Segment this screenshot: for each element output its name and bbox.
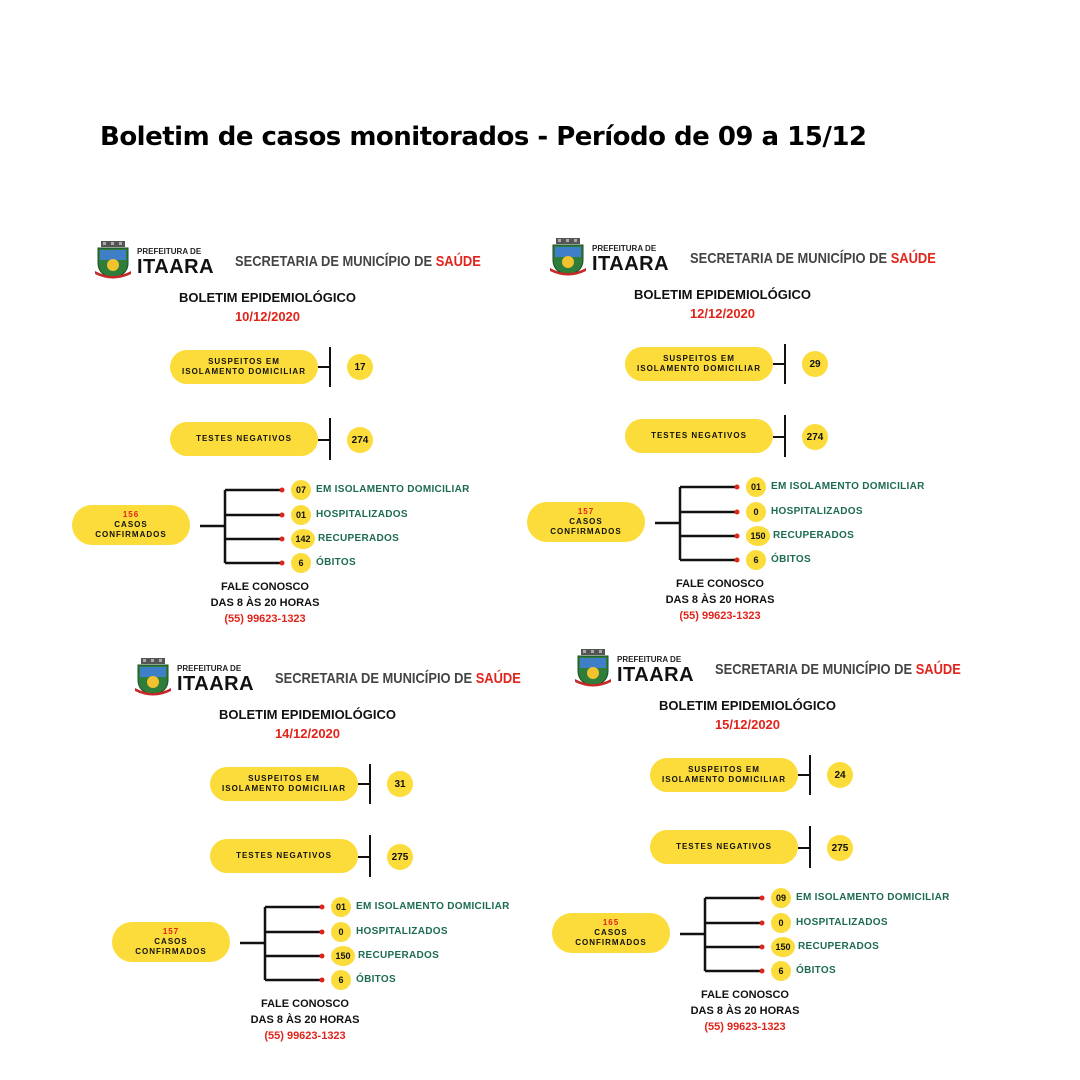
boletim-title: BOLETIM EPIDEMIOLÓGICO: [634, 287, 811, 302]
prefeitura-name: ITAARA: [592, 253, 670, 275]
casos-confirmados-pill: [527, 502, 645, 542]
contact-heading: FALE CONOSCO: [675, 578, 764, 590]
isolamento-label: EM ISOLAMENTO DOMICILIAR: [796, 892, 950, 903]
obitos-count: 6: [771, 961, 791, 981]
prefeitura-label: PREFEITURA DE: [137, 247, 202, 256]
prefeitura-label: PREFEITURA DE: [177, 664, 242, 673]
boletim-title: BOLETIM EPIDEMIOLÓGICO: [219, 707, 396, 722]
hospitalizados-count: 0: [331, 922, 351, 942]
confirmados-count: 156: [122, 510, 140, 519]
contact-heading: FALE CONOSCO: [700, 989, 789, 1001]
obitos-label: ÓBITOS: [356, 974, 396, 985]
casos-confirmados-pill: [552, 913, 670, 953]
prefeitura-name: ITAARA: [177, 673, 255, 695]
suspeitos-pill: SUSPEITOS EM ISOLAMENTO DOMICILIAR: [650, 758, 798, 792]
obitos-count: 6: [331, 970, 351, 990]
bulletin-card: [60, 235, 500, 635]
contact-phone: (55) 99623-1323: [679, 610, 761, 622]
hospitalizados-count: 01: [291, 505, 311, 525]
recuperados-label: RECUPERADOS: [318, 533, 400, 544]
bulletin-date: 15/12/2020: [714, 717, 781, 732]
suspeitos-pill: SUSPEITOS EM ISOLAMENTO DOMICILIAR: [170, 350, 318, 384]
confirmados-label: CASOS CONFIRMADOS: [95, 520, 167, 539]
casos-confirmados-pill: [112, 922, 230, 962]
itaara-crest-icon: [95, 241, 131, 279]
hospitalizados-label: HOSPITALIZADOS: [771, 506, 863, 517]
contact-hours: DAS 8 ÀS 20 HORAS: [690, 1005, 800, 1017]
hospitalizados-count: 0: [746, 502, 766, 522]
isolamento-count: 07: [291, 480, 311, 500]
itaara-crest-icon: [550, 238, 586, 276]
contact-phone: (55) 99623-1323: [224, 613, 306, 625]
prefeitura-label: PREFEITURA DE: [592, 244, 657, 253]
confirmados-label: CASOS CONFIRMADOS: [575, 928, 647, 947]
testes-negativos-count: 274: [802, 424, 828, 450]
hospitalizados-label: HOSPITALIZADOS: [356, 926, 448, 937]
testes-negativos-pill: TESTES NEGATIVOS: [625, 419, 773, 453]
boletim-title: BOLETIM EPIDEMIOLÓGICO: [659, 698, 836, 713]
hospitalizados-label: HOSPITALIZADOS: [796, 917, 888, 928]
contact-phone: (55) 99623-1323: [704, 1021, 786, 1033]
itaara-crest-icon: [575, 649, 611, 687]
suspeitos-count: 17: [347, 354, 373, 380]
suspeitos-count: 29: [802, 351, 828, 377]
obitos-label: ÓBITOS: [316, 557, 356, 568]
suspeitos-count: 31: [387, 771, 413, 797]
contact-phone: (55) 99623-1323: [264, 1030, 346, 1042]
suspeitos-count: 24: [827, 762, 853, 788]
boletim-title: BOLETIM EPIDEMIOLÓGICO: [179, 290, 356, 305]
recuperados-count: 150: [331, 946, 355, 966]
suspeitos-pill: SUSPEITOS EM ISOLAMENTO DOMICILIAR: [625, 347, 773, 381]
recuperados-label: RECUPERADOS: [798, 941, 880, 952]
bulletin-date: 10/12/2020: [234, 309, 301, 324]
recuperados-count: 150: [746, 526, 770, 546]
confirmados-count: 157: [162, 927, 180, 936]
obitos-count: 6: [291, 553, 311, 573]
obitos-count: 6: [746, 550, 766, 570]
isolamento-count: 01: [746, 477, 766, 497]
testes-negativos-pill: TESTES NEGATIVOS: [210, 839, 358, 873]
contact-hours: DAS 8 ÀS 20 HORAS: [250, 1014, 360, 1026]
confirmados-label: CASOS CONFIRMADOS: [135, 937, 207, 956]
prefeitura-name: ITAARA: [617, 664, 695, 686]
bulletin-card: [515, 232, 955, 632]
page-title: Boletim de casos monitorados - Período de 09 a 15/12: [100, 122, 867, 152]
testes-negativos-count: 274: [347, 427, 373, 453]
confirmados-count: 157: [577, 507, 595, 516]
recuperados-label: RECUPERADOS: [358, 950, 440, 961]
testes-negativos-count: 275: [827, 835, 853, 861]
isolamento-count: 09: [771, 888, 791, 908]
itaara-crest-icon: [135, 658, 171, 696]
recuperados-label: RECUPERADOS: [773, 530, 855, 541]
confirmados-count: 165: [602, 918, 620, 927]
secretaria-title: SECRETARIA DE MUNICÍPIO DE SAÚDE: [235, 253, 481, 270]
isolamento-count: 01: [331, 897, 351, 917]
hospitalizados-count: 0: [771, 913, 791, 933]
contact-heading: FALE CONOSCO: [260, 998, 349, 1010]
recuperados-count: 142: [291, 529, 315, 549]
testes-negativos-pill: TESTES NEGATIVOS: [170, 422, 318, 456]
secretaria-title: SECRETARIA DE MUNICÍPIO DE SAÚDE: [690, 250, 936, 267]
prefeitura-name: ITAARA: [137, 256, 215, 278]
confirmados-label: CASOS CONFIRMADOS: [550, 517, 622, 536]
hospitalizados-label: HOSPITALIZADOS: [316, 509, 408, 520]
isolamento-label: EM ISOLAMENTO DOMICILIAR: [356, 901, 510, 912]
recuperados-count: 150: [771, 937, 795, 957]
suspeitos-pill: SUSPEITOS EM ISOLAMENTO DOMICILIAR: [210, 767, 358, 801]
contact-hours: DAS 8 ÀS 20 HORAS: [210, 597, 320, 609]
testes-negativos-pill: TESTES NEGATIVOS: [650, 830, 798, 864]
bulletin-card: [100, 652, 540, 1052]
secretaria-title: SECRETARIA DE MUNICÍPIO DE SAÚDE: [275, 670, 521, 687]
isolamento-label: EM ISOLAMENTO DOMICILIAR: [316, 484, 470, 495]
bulletin-date: 12/12/2020: [689, 306, 756, 321]
bulletin-date: 14/12/2020: [274, 726, 341, 741]
casos-confirmados-pill: [72, 505, 190, 545]
prefeitura-label: PREFEITURA DE: [617, 655, 682, 664]
testes-negativos-count: 275: [387, 844, 413, 870]
obitos-label: ÓBITOS: [796, 965, 836, 976]
secretaria-title: SECRETARIA DE MUNICÍPIO DE SAÚDE: [715, 661, 961, 678]
contact-hours: DAS 8 ÀS 20 HORAS: [665, 594, 775, 606]
isolamento-label: EM ISOLAMENTO DOMICILIAR: [771, 481, 925, 492]
contact-heading: FALE CONOSCO: [220, 581, 309, 593]
bulletin-card: [540, 643, 980, 1043]
obitos-label: ÓBITOS: [771, 554, 811, 565]
